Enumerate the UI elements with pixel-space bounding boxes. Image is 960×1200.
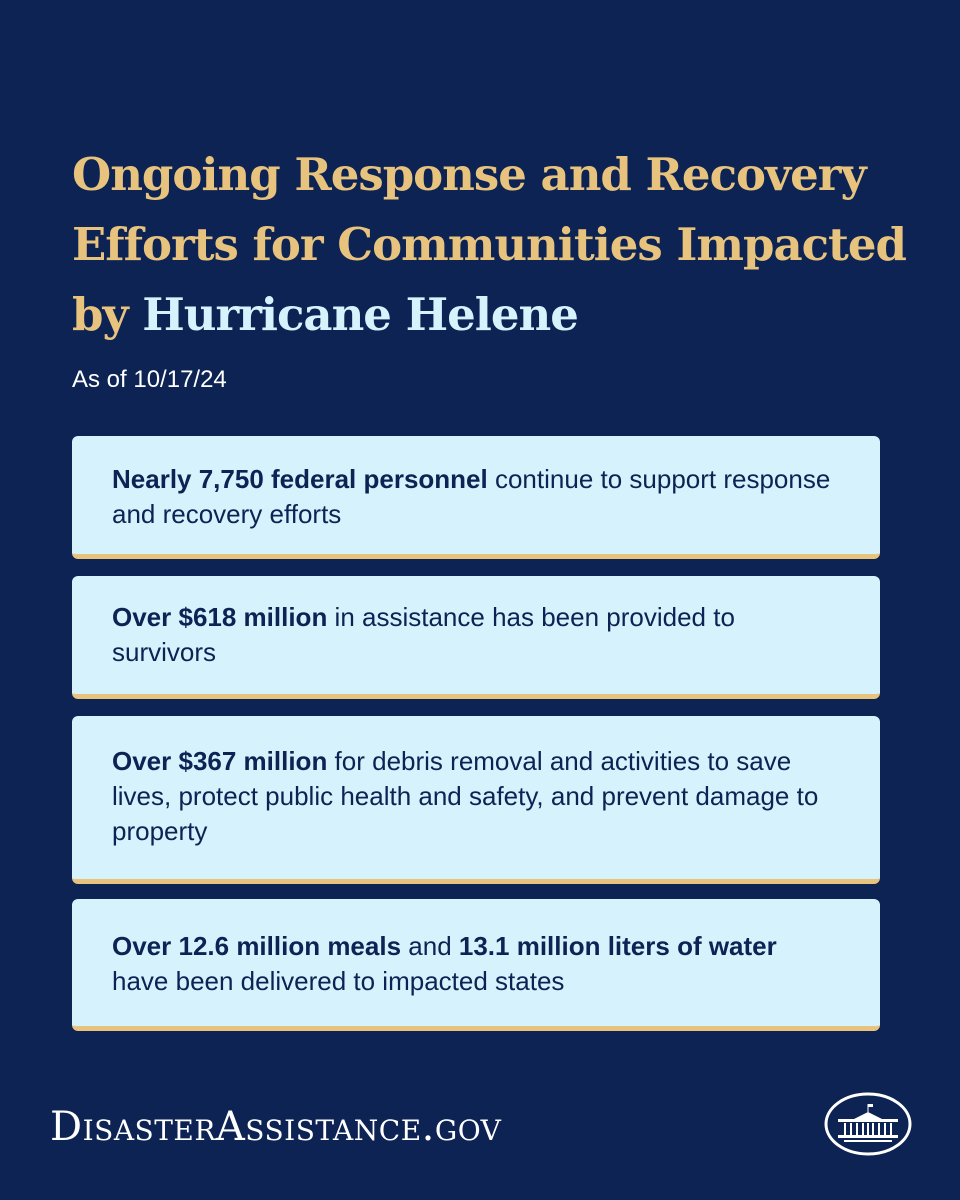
fact-card-debris <box>72 716 880 884</box>
fact-text <box>112 744 840 849</box>
as-of-date: As of 10/17/24 <box>72 366 227 393</box>
fact-highlight-2: 13.1 million liters of water <box>458 931 777 961</box>
fact-text <box>112 929 840 999</box>
fact-text <box>112 462 840 532</box>
title-lead: Ongoing Response and Recovery Efforts for Communities Impacted by <box>72 148 906 341</box>
footer-site-name: DisasterAssistance.gov <box>50 1104 502 1150</box>
fact-body: for debris removal and activities to save lives, protect public health and safety, and prevent damage to property <box>112 746 819 846</box>
fact-highlight: Over $618 million <box>112 602 328 632</box>
fact-highlight: Over 12.6 million meals <box>112 931 402 961</box>
fact-card-assistance <box>72 576 880 699</box>
fact-body-2: have been delivered to impacted states <box>112 966 565 996</box>
fact-highlight: Over $367 million <box>112 746 328 776</box>
white-house-icon <box>824 1092 912 1156</box>
page-title <box>72 140 912 350</box>
fact-card-meals-water <box>72 899 880 1031</box>
fact-body: and <box>401 931 459 961</box>
fact-body: continue to support response and recovery efforts <box>112 464 831 529</box>
fact-text <box>112 600 840 670</box>
title-highlight: Hurricane Helene <box>142 288 578 341</box>
fact-highlight: Nearly 7,750 federal personnel <box>112 464 488 494</box>
fact-card-personnel <box>72 436 880 559</box>
fact-body: in assistance has been provided to survivors <box>112 602 735 667</box>
